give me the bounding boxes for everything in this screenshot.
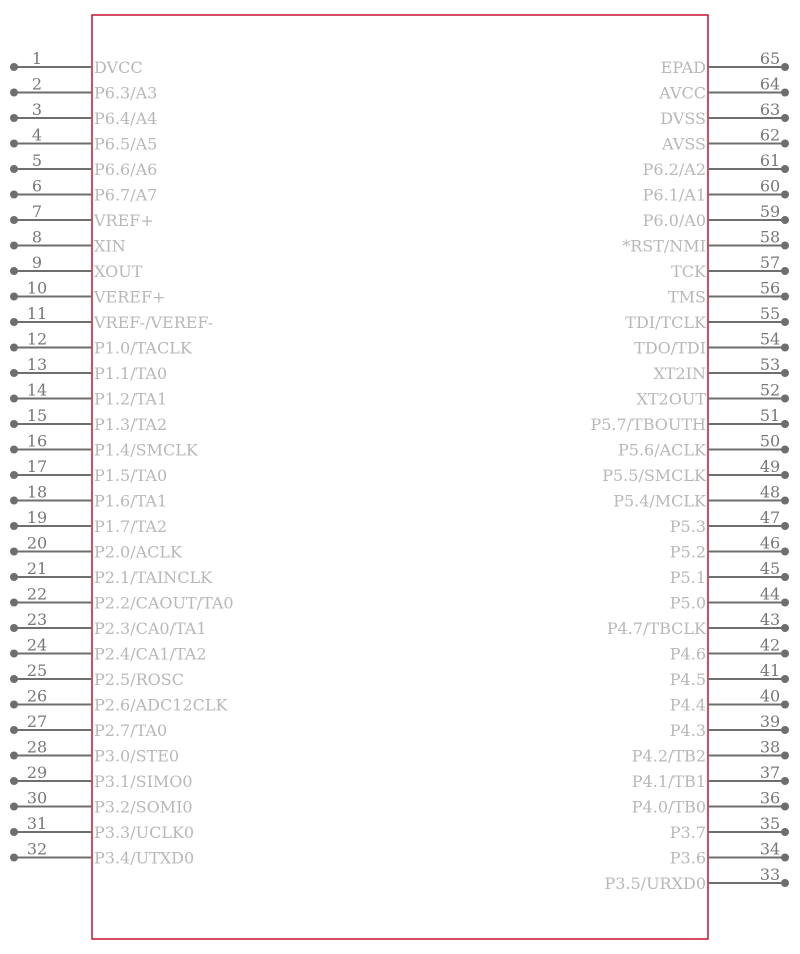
pin-number: 43 xyxy=(759,610,781,629)
pin-number: 57 xyxy=(759,253,781,272)
pin-number: 30 xyxy=(26,788,48,808)
pin-name: P6.0/A0 xyxy=(642,211,706,230)
pin-name: P5.5/SMCLK xyxy=(602,466,706,485)
pin-end-dot xyxy=(781,675,789,683)
pin-number: 54 xyxy=(759,329,781,349)
pin-end-dot xyxy=(10,191,18,199)
pin-number: 6 xyxy=(31,176,43,196)
pin-number: 65 xyxy=(759,49,781,68)
left-pin-18 xyxy=(10,483,167,511)
pin-name: P6.6/A6 xyxy=(94,160,158,179)
pin-name: XIN xyxy=(94,236,126,256)
left-pin-6 xyxy=(10,177,157,205)
pin-number: 41 xyxy=(759,661,781,680)
pin-number: 42 xyxy=(759,635,781,655)
pin-end-dot xyxy=(10,854,18,862)
pin-number: 2 xyxy=(31,74,43,94)
pin-name: P6.4/A4 xyxy=(94,109,158,128)
pin-name: P3.6 xyxy=(669,848,706,868)
left-pin-group xyxy=(10,49,234,868)
pin-end-dot xyxy=(781,777,789,785)
pin-end-dot xyxy=(781,650,789,658)
pin-name: AVSS xyxy=(662,134,706,154)
left-pin-29 xyxy=(10,763,193,791)
right-pin-57 xyxy=(671,253,789,281)
pin-name: P6.5/A5 xyxy=(94,134,158,154)
pin-number: 3 xyxy=(31,100,43,119)
pin-number: 7 xyxy=(31,202,43,221)
left-pin-16 xyxy=(10,432,199,460)
pin-end-dot xyxy=(781,114,789,122)
pin-name: P2.3/CA0/TA1 xyxy=(94,619,207,638)
pin-number: 61 xyxy=(759,151,781,170)
pin-end-dot xyxy=(10,497,18,505)
pin-end-dot xyxy=(781,191,789,199)
left-pin-25 xyxy=(10,661,184,689)
pin-end-dot xyxy=(781,446,789,454)
pin-end-dot xyxy=(781,420,789,428)
left-pin-9 xyxy=(10,253,143,281)
pin-name: P1.3/TA2 xyxy=(94,415,168,434)
right-pin-40 xyxy=(670,687,789,715)
pin-number: 47 xyxy=(759,508,781,527)
pin-name: P4.0/TB0 xyxy=(631,797,706,817)
pin-number: 44 xyxy=(759,584,781,604)
pin-name: P4.5 xyxy=(669,670,706,689)
pin-number: 62 xyxy=(759,125,781,145)
left-pin-24 xyxy=(10,636,207,664)
pin-name: P2.1/TAINCLK xyxy=(94,568,213,587)
pin-number: 53 xyxy=(759,355,781,374)
pin-number: 52 xyxy=(759,380,781,400)
pin-name: P4.7/TBCLK xyxy=(606,619,706,638)
pin-number: 50 xyxy=(759,431,781,451)
pin-number: 49 xyxy=(759,457,781,476)
pin-name: TDI/TCLK xyxy=(625,313,706,332)
pin-number: 27 xyxy=(26,712,48,731)
pin-name: P2.5/ROSC xyxy=(94,670,184,689)
pin-number: 46 xyxy=(759,533,781,553)
pin-number: 12 xyxy=(26,329,48,349)
pin-name: *RST/NMI xyxy=(622,236,706,256)
right-pin-60 xyxy=(643,177,789,205)
pin-name: P5.0 xyxy=(669,593,706,613)
pin-end-dot xyxy=(10,420,18,428)
left-pin-20 xyxy=(10,534,183,562)
pin-number: 39 xyxy=(759,712,781,731)
pin-end-dot xyxy=(10,752,18,760)
right-pin-46 xyxy=(670,534,789,562)
pin-number: 45 xyxy=(759,559,781,578)
right-pin-53 xyxy=(653,355,789,383)
right-pin-61 xyxy=(643,151,789,179)
pin-name: P2.7/TA0 xyxy=(94,721,168,740)
pin-end-dot xyxy=(781,573,789,581)
left-pin-8 xyxy=(10,228,126,256)
left-pin-22 xyxy=(10,585,234,613)
pin-name: P5.4/MCLK xyxy=(613,491,706,511)
pin-name: DVCC xyxy=(94,58,143,77)
right-pin-38 xyxy=(632,738,789,766)
pin-number: 48 xyxy=(759,482,781,502)
left-pin-21 xyxy=(10,559,213,587)
left-pin-32 xyxy=(10,840,194,868)
pin-name: P3.3/UCLK0 xyxy=(94,823,195,842)
pin-end-dot xyxy=(10,216,18,224)
pin-end-dot xyxy=(781,522,789,530)
pin-name: P2.2/CAOUT/TA0 xyxy=(94,593,234,613)
pin-end-dot xyxy=(10,293,18,301)
pin-number: 26 xyxy=(26,686,48,706)
pin-end-dot xyxy=(781,854,789,862)
pin-name: P1.4/SMCLK xyxy=(94,440,198,460)
right-pin-55 xyxy=(625,304,789,332)
left-pin-4 xyxy=(10,126,157,154)
pin-end-dot xyxy=(781,293,789,301)
pin-name: TMS xyxy=(667,287,706,307)
pin-number: 34 xyxy=(759,839,781,859)
pin-number: 56 xyxy=(759,278,781,298)
left-pin-31 xyxy=(10,814,194,842)
right-pin-64 xyxy=(658,75,789,103)
pin-end-dot xyxy=(10,573,18,581)
right-pin-43 xyxy=(607,610,789,638)
pin-name: P5.3 xyxy=(669,517,706,536)
right-pin-48 xyxy=(613,483,789,511)
right-pin-63 xyxy=(660,100,789,128)
pin-end-dot xyxy=(10,726,18,734)
pin-end-dot xyxy=(10,165,18,173)
pin-name: P1.0/TACLK xyxy=(94,338,192,358)
pin-end-dot xyxy=(10,675,18,683)
pin-end-dot xyxy=(10,242,18,250)
pin-end-dot xyxy=(781,726,789,734)
pin-name: P3.7 xyxy=(669,823,706,842)
pin-name: P6.2/A2 xyxy=(642,160,706,179)
left-pin-28 xyxy=(10,738,179,766)
pin-number: 59 xyxy=(759,202,781,221)
left-pin-17 xyxy=(10,457,167,485)
pin-name: P5.2 xyxy=(669,542,706,562)
pin-end-dot xyxy=(10,140,18,148)
right-pin-54 xyxy=(634,330,789,358)
pin-number: 55 xyxy=(759,304,781,323)
pin-name: P3.4/UTXD0 xyxy=(94,848,195,868)
pin-name: P6.1/A1 xyxy=(642,185,706,205)
pin-end-dot xyxy=(10,63,18,71)
right-pin-42 xyxy=(670,636,789,664)
right-pin-51 xyxy=(590,406,789,434)
right-pin-50 xyxy=(618,432,789,460)
right-pin-37 xyxy=(632,763,789,791)
pin-name: XT2IN xyxy=(653,364,706,383)
left-pin-26 xyxy=(10,687,228,715)
pin-end-dot xyxy=(781,140,789,148)
pin-end-dot xyxy=(781,879,789,887)
pin-end-dot xyxy=(10,803,18,811)
pin-number: 38 xyxy=(759,737,781,757)
left-pin-1 xyxy=(10,49,143,77)
pin-number: 25 xyxy=(26,661,48,680)
right-pin-44 xyxy=(670,585,789,613)
pin-end-dot xyxy=(10,369,18,377)
pin-number: 8 xyxy=(31,227,43,247)
pin-number: 32 xyxy=(26,839,48,859)
right-pin-36 xyxy=(632,789,789,817)
pin-end-dot xyxy=(781,624,789,632)
pin-name: VREF-/VEREF- xyxy=(94,313,214,332)
right-pin-65 xyxy=(661,49,789,77)
pin-end-dot xyxy=(781,63,789,71)
pin-name: P1.1/TA0 xyxy=(94,364,168,383)
right-pin-39 xyxy=(670,712,789,740)
pin-end-dot xyxy=(781,395,789,403)
left-pin-3 xyxy=(10,100,157,128)
pin-end-dot xyxy=(781,803,789,811)
pin-end-dot xyxy=(781,701,789,709)
pin-number: 23 xyxy=(26,610,48,629)
pin-number: 20 xyxy=(26,533,48,553)
pin-name: P5.1 xyxy=(669,568,706,587)
left-pin-5 xyxy=(10,151,157,179)
pin-end-dot xyxy=(781,318,789,326)
pin-name: P2.6/ADC12CLK xyxy=(94,695,228,715)
pin-number: 10 xyxy=(26,278,48,298)
pin-number: 24 xyxy=(26,635,48,655)
pin-number: 13 xyxy=(26,355,48,374)
pin-name: P4.1/TB1 xyxy=(631,772,706,791)
pin-number: 5 xyxy=(31,151,43,170)
pin-number: 51 xyxy=(759,406,781,425)
left-pin-2 xyxy=(10,75,157,103)
left-pin-23 xyxy=(10,610,207,638)
left-pin-14 xyxy=(10,381,167,409)
pin-name: P2.4/CA1/TA2 xyxy=(94,644,207,664)
pin-number: 1 xyxy=(31,49,43,68)
pin-number: 36 xyxy=(759,788,781,808)
pin-name: P5.7/TBOUTH xyxy=(590,415,706,434)
pin-name: P1.7/TA2 xyxy=(94,517,168,536)
right-pin-47 xyxy=(670,508,789,536)
pin-end-dot xyxy=(781,369,789,377)
left-pin-15 xyxy=(10,406,167,434)
pin-number: 37 xyxy=(759,763,781,782)
pin-number: 22 xyxy=(26,584,48,604)
pin-name: P3.2/SOMI0 xyxy=(94,797,193,817)
pin-number: 35 xyxy=(759,814,781,833)
pin-end-dot xyxy=(781,216,789,224)
right-pin-56 xyxy=(668,279,789,307)
pin-end-dot xyxy=(10,777,18,785)
right-pin-41 xyxy=(670,661,789,689)
pin-name: P4.3 xyxy=(669,721,706,740)
pin-number: 60 xyxy=(759,176,781,196)
pin-end-dot xyxy=(10,548,18,556)
pin-end-dot xyxy=(781,89,789,97)
pin-name: P3.5/URXD0 xyxy=(604,874,706,893)
pin-name: DVSS xyxy=(660,109,706,128)
pin-number: 31 xyxy=(26,814,48,833)
pin-name: XT2OUT xyxy=(636,389,706,409)
pin-end-dot xyxy=(781,242,789,250)
left-pin-7 xyxy=(10,202,154,230)
pin-end-dot xyxy=(781,165,789,173)
pin-number: 19 xyxy=(26,508,48,527)
pin-number: 63 xyxy=(759,100,781,119)
pin-end-dot xyxy=(10,114,18,122)
pin-end-dot xyxy=(10,395,18,403)
pin-end-dot xyxy=(10,828,18,836)
right-pin-35 xyxy=(670,814,789,842)
right-pin-group xyxy=(590,49,789,893)
pin-number: 17 xyxy=(26,457,48,476)
pin-number: 58 xyxy=(759,227,781,247)
pin-name: P1.5/TA0 xyxy=(94,466,168,485)
pin-number: 33 xyxy=(759,865,781,884)
pin-end-dot xyxy=(10,522,18,530)
left-pin-27 xyxy=(10,712,167,740)
right-pin-45 xyxy=(670,559,789,587)
pin-end-dot xyxy=(781,828,789,836)
pin-name: P6.7/A7 xyxy=(94,185,158,205)
pin-number: 14 xyxy=(26,380,48,400)
right-pin-58 xyxy=(622,228,789,256)
pin-end-dot xyxy=(781,752,789,760)
left-pin-10 xyxy=(10,279,165,307)
pin-name: TDO/TDI xyxy=(634,338,706,358)
pin-end-dot xyxy=(781,497,789,505)
pin-number: 4 xyxy=(31,125,43,145)
pin-name: VREF+ xyxy=(94,211,154,230)
right-pin-52 xyxy=(636,381,789,409)
left-pin-11 xyxy=(10,304,213,332)
pin-number: 21 xyxy=(26,559,48,578)
pin-end-dot xyxy=(781,548,789,556)
pin-end-dot xyxy=(10,267,18,275)
pin-end-dot xyxy=(781,344,789,352)
pin-name: P4.2/TB2 xyxy=(631,746,706,766)
pin-name: VEREF+ xyxy=(94,287,166,307)
pin-end-dot xyxy=(781,267,789,275)
left-pin-19 xyxy=(10,508,167,536)
pin-end-dot xyxy=(10,624,18,632)
pin-number: 11 xyxy=(26,304,48,323)
pin-number: 64 xyxy=(759,74,781,94)
pin-number: 28 xyxy=(26,737,48,757)
pin-name: P2.0/ACLK xyxy=(94,542,182,562)
left-pin-30 xyxy=(10,789,193,817)
pin-end-dot xyxy=(10,471,18,479)
pin-name: P1.6/TA1 xyxy=(94,491,168,511)
pin-name: EPAD xyxy=(660,58,706,77)
pin-name: P6.3/A3 xyxy=(94,83,158,103)
pin-name: P4.4 xyxy=(669,695,706,715)
left-pin-12 xyxy=(10,330,193,358)
right-pin-33 xyxy=(604,865,789,893)
pin-name: TCK xyxy=(671,262,706,281)
pin-end-dot xyxy=(10,318,18,326)
pin-end-dot xyxy=(10,599,18,607)
pin-number: 16 xyxy=(26,431,48,451)
right-pin-59 xyxy=(643,202,789,230)
pin-end-dot xyxy=(10,650,18,658)
pin-end-dot xyxy=(10,89,18,97)
pin-number: 18 xyxy=(26,482,48,502)
pin-number: 9 xyxy=(31,253,43,272)
pin-number: 29 xyxy=(26,763,48,782)
pin-end-dot xyxy=(781,599,789,607)
pin-end-dot xyxy=(10,344,18,352)
pin-end-dot xyxy=(10,701,18,709)
pin-name: P5.6/ACLK xyxy=(618,440,706,460)
pin-number: 15 xyxy=(26,406,48,425)
pin-name: XOUT xyxy=(94,262,143,281)
pin-name: P4.6 xyxy=(669,644,706,664)
pin-name: P3.0/STE0 xyxy=(94,746,180,766)
right-pin-62 xyxy=(661,126,789,154)
left-pin-13 xyxy=(10,355,167,383)
pin-name: P1.2/TA1 xyxy=(94,389,168,409)
pin-end-dot xyxy=(781,471,789,479)
right-pin-34 xyxy=(670,840,789,868)
right-pin-49 xyxy=(602,457,789,485)
pin-name: P3.1/SIMO0 xyxy=(94,772,193,791)
pin-end-dot xyxy=(10,446,18,454)
pin-name: AVCC xyxy=(659,83,706,103)
pin-number: 40 xyxy=(759,686,781,706)
